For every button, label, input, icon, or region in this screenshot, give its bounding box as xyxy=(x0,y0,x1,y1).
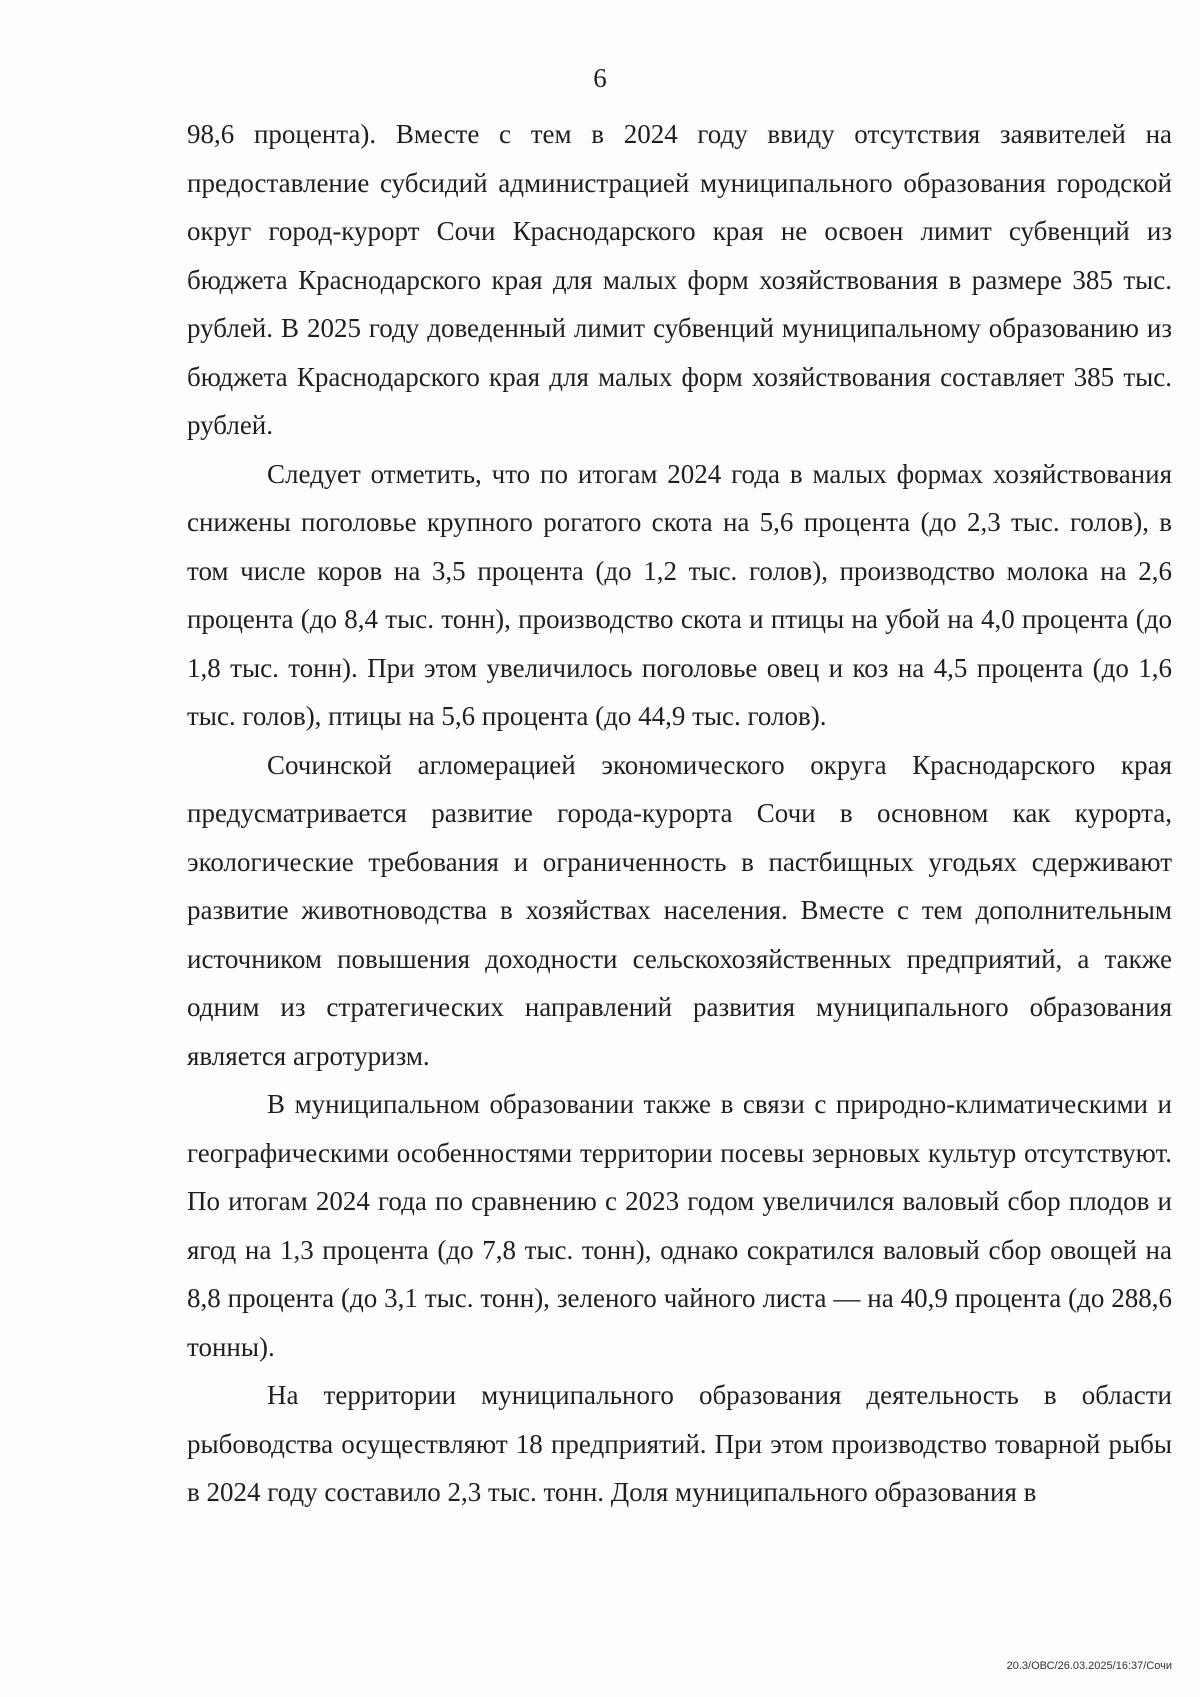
page-number: 6 xyxy=(593,63,607,93)
paragraph-5: На территории муниципального образования деятельность в области рыбоводства осуществляют 18 предприятий. При этом производство товарной рыбы в 2024 году составило 2,3 тыс. тонн. Доля муниципального образования в xyxy=(187,1380,1172,1507)
footer-stamp: 20.3/ОВС/26.03.2025/16:37/Сочи xyxy=(1006,1660,1172,1672)
body-text xyxy=(187,110,1172,1517)
paragraph-1: 98,6 процента). Вместе с тем в 2024 году ввиду отсутствия заявителей на предоставление субсидий администрацией муниципального образования городской округ город-курорт Сочи Краснодарского края не освоен лимит субвенций из бюджета Краснодарского края для малых форм хозяйствования в размере 385 тыс. рублей. В 2025 году доведенный лимит субвенций муниципальному образованию из бюджета Краснодарского края для малых форм хозяйствования составляет 385 тыс. рублей. xyxy=(187,119,1172,440)
paragraph-2: Следует отметить, что по итогам 2024 года в малых формах хозяйствования снижены поголовье крупного рогатого скота на 5,6 процента (до 2,3 тыс. голов), в том числе коров на 3,5 процента (до 1,2 тыс. голов), производство молока на 2,6 процента (до 8,4 тыс. тонн), производство скота и птицы на убой на 4,0 процента (до 1,8 тыс. тонн). При этом увеличилось поголовье овец и коз на 4,5 процента (до 1,6 тыс. голов), птицы на 5,6 процента (до 44,9 тыс. голов). xyxy=(187,458,1172,731)
paragraph-4: В муниципальном образовании также в связи с природно-климатическими и географическими особенностями территории посевы зерновых культур отсутствуют. По итогам 2024 года по сравнению с 2023 годом увеличился валовый сбор плодов и ягод на 1,3 процента (до 7,8 тыс. тонн), однако сократился валовый сбор овощей на 8,8 процента (до 3,1 тыс. тонн), зеленого чайного листа — на 40,9 процента (до 288,6 тонны). xyxy=(187,1089,1172,1362)
paragraph-3: Сочинской агломерацией экономического округа Краснодарского края предусматривается развитие города-курорта Сочи в основном как курорта, экологические требования и ограниченность в пастбищных угодьях сдерживают развитие животноводства в хозяйствах населения. Вместе с тем дополнительным источником повышения доходности сельскохозяйственных предприятий, а также одним из стратегических направлений развития муниципального образования является агротуризм. xyxy=(187,749,1172,1071)
